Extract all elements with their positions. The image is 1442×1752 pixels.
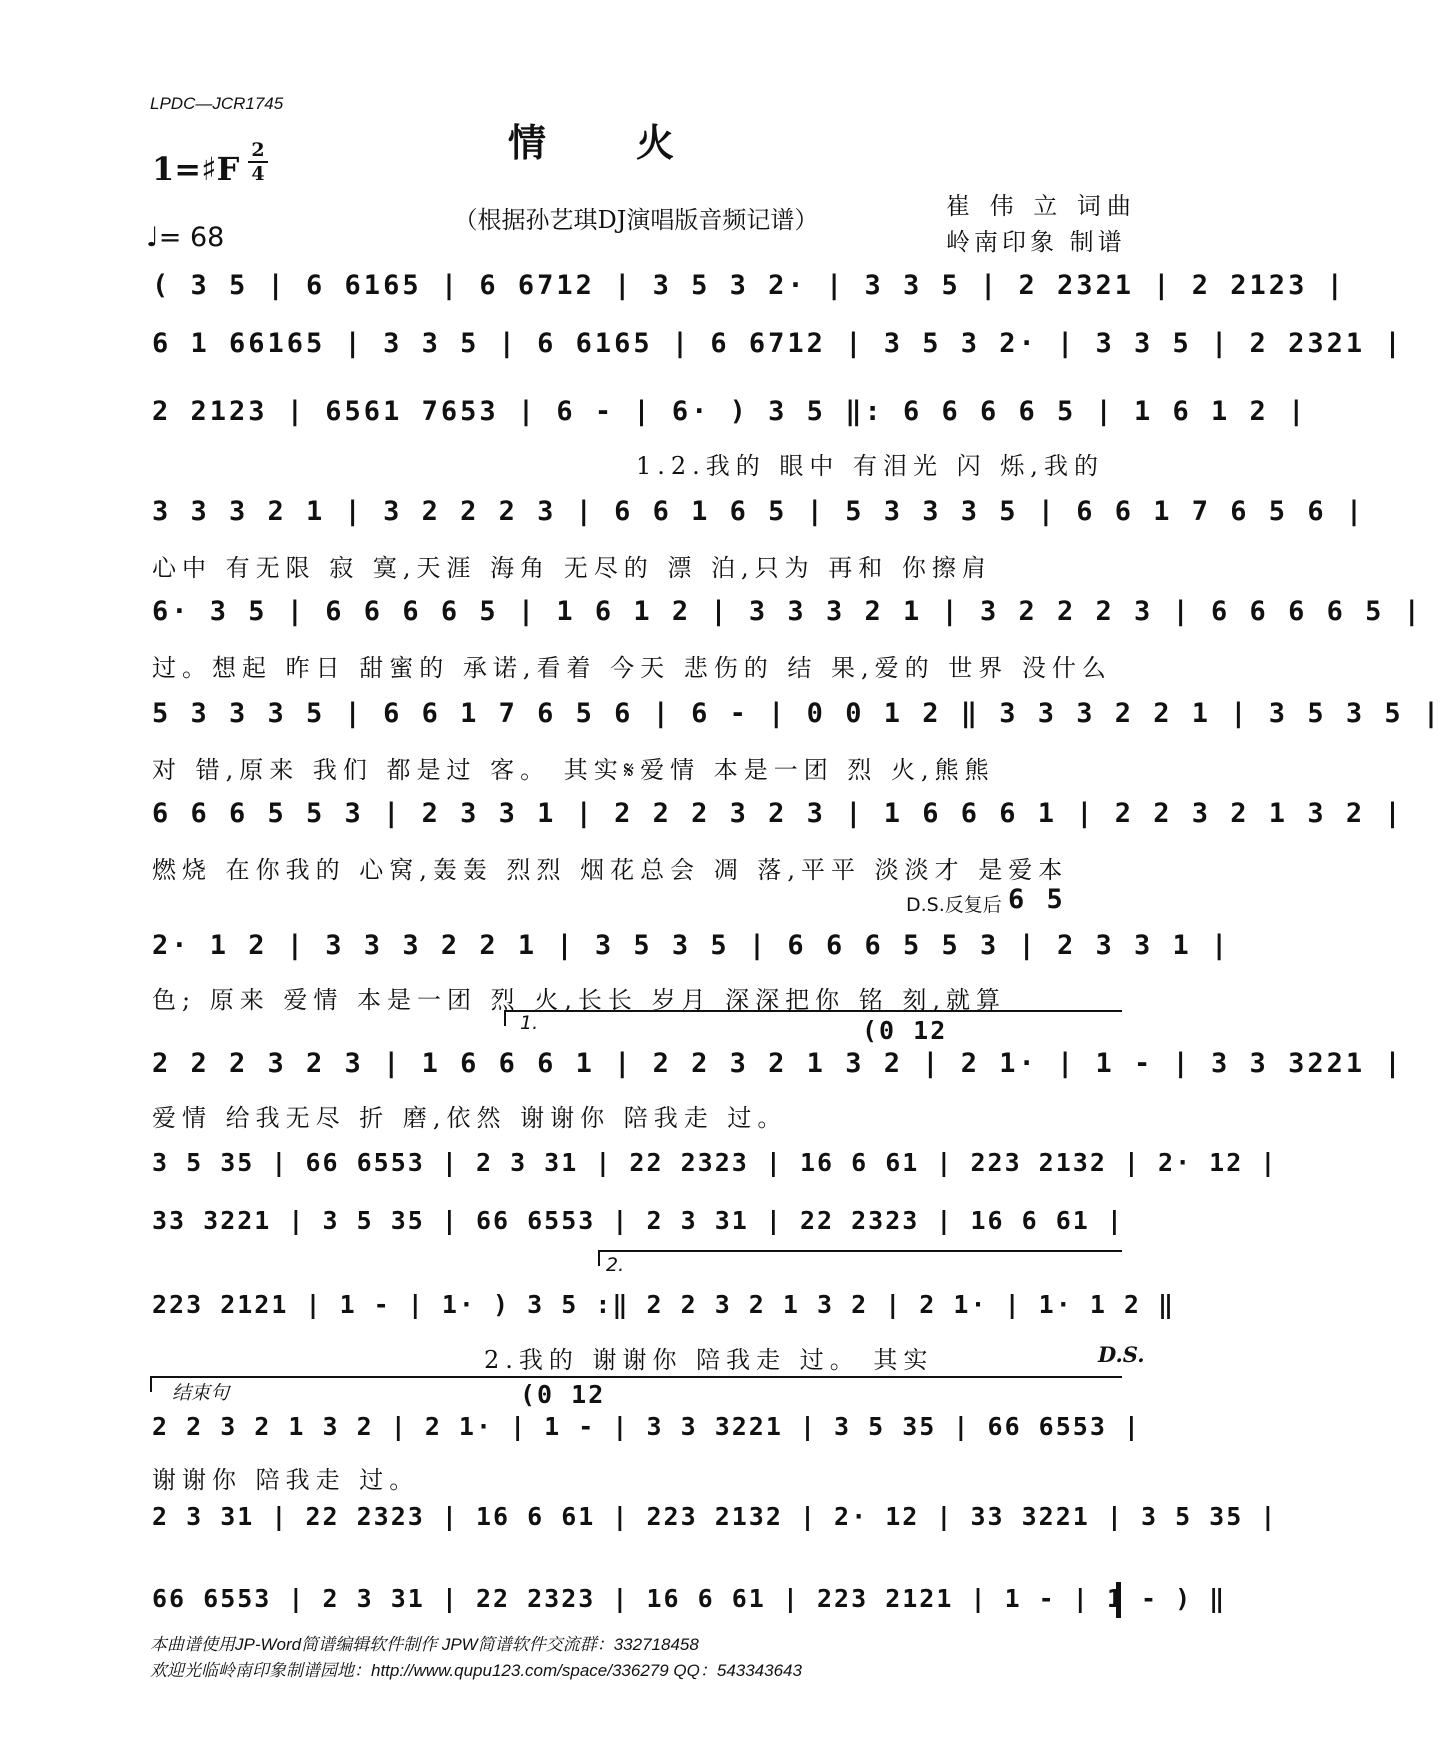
lyric-line: 对 错,原来 我们 都是过 客。 其实𝄋爱情 本是一团 烈 火,熊熊 (152, 756, 995, 784)
key-signature: 1=♯F (152, 150, 240, 188)
ds-note: D.S.反复后 (906, 894, 1002, 916)
notation-row: 2 2123 | 6561 7653 | 6 - | 6· ) 3 5 ‖: 6 6 6 6 5 | 1 6 1 2 | (152, 396, 1308, 427)
ending-bracket (150, 1376, 1122, 1392)
notation-row: 6 1 66165 | 3 3 5 | 6 6165 | 6 6712 | 3 5 3 2· | 3 3 5 | 2 2321 | (152, 328, 1404, 359)
footer-line-1: 本曲谱使用JP-Word简谱编辑软件制作 JPW简谱软件交流群：332718458 (150, 1635, 699, 1654)
footer-line-2: 欢迎光临岭南印象制谱园地：http://www.qupu123.com/space/336279 QQ：543343643 (150, 1661, 802, 1680)
subtitle: （根据孙艺琪DJ演唱版音频记谱） (453, 206, 819, 234)
lyric-line: 谢谢你 陪我走 过。 (152, 1466, 420, 1494)
notation-row: 2 3 31 | 22 2323 | 16 6 61 | 223 2132 | 2· 12 | 33 3221 | 3 5 35 | (152, 1502, 1278, 1531)
song-title: 情火 (507, 120, 764, 165)
volta-2-label: 2. (606, 1254, 625, 1276)
notation-row: 2 2 3 2 1 3 2 | 2 1· | 1 - | 3 3 3221 | 3 5 35 | 66 6553 | (152, 1412, 1141, 1441)
notation-row: 6 6 6 5 5 3 | 2 3 3 1 | 2 2 2 3 2 3 | 1 6 6 6 1 | 2 2 3 2 1 3 2 | (152, 798, 1404, 829)
score-code: LPDC—JCR1745 (150, 94, 284, 113)
lyric-line: 1.2.我的 眼中 有泪光 闪 烁,我的 (636, 452, 1104, 480)
notation-row: 2· 1 2 | 3 3 3 2 2 1 | 3 5 3 5 | 6 6 6 5 5 3 | 2 3 3 1 | (152, 930, 1231, 961)
credit-arranger: 岭南印象 制谱 (946, 228, 1126, 256)
notation-row: 2 2 2 3 2 3 | 1 6 6 6 1 | 2 2 3 2 1 3 2 | 2 1· | 1 - | 3 3 3221 | (152, 1048, 1404, 1079)
final-barline (1116, 1582, 1121, 1618)
meter-top: 2 (251, 139, 265, 161)
volta-2-bracket (598, 1250, 1122, 1266)
lyric-line: 过。想起 昨日 甜蜜的 承诺,看着 今天 悲伤的 结 果,爱的 世界 没什么 (152, 654, 1112, 682)
notation-row: 3 3 3 2 1 | 3 2 2 2 3 | 6 6 1 6 5 | 5 3 3 3 5 | 6 6 1 7 6 5 6 | (152, 496, 1366, 527)
notation-row: 66 6553 | 2 3 31 | 22 2323 | 16 6 61 | 223 2121 | 1 - | 1 - ) ‖ (152, 1584, 1227, 1613)
time-signature (248, 140, 268, 184)
lyric-line: 心中 有无限 寂 寞,天涯 海角 无尽的 漂 泊,只为 再和 你擦肩 (152, 554, 992, 582)
volta-1-label: 1. (520, 1012, 539, 1034)
tempo-marking: ♩= 68 (146, 222, 225, 253)
notation-row: 5 3 3 3 5 | 6 6 1 7 6 5 6 | 6 - | 0 0 1 2 ‖ 3 3 3 2 2 1 | 3 5 3 5 | (152, 698, 1442, 729)
ending-label: 结束句 (172, 1382, 230, 1404)
credit-lyrics-music: 崔 伟 立 词曲 (946, 192, 1137, 220)
notation-row: 33 3221 | 3 5 35 | 66 6553 | 2 3 31 | 22 2323 | 16 6 61 | (152, 1206, 1124, 1235)
lyric-line: 爱情 给我无尽 折 磨,依然 谢谢你 陪我走 过。 (152, 1104, 788, 1132)
notation-row: ( 3 5 | 6 6165 | 6 6712 | 3 5 3 2· | 3 3 5 | 2 2321 | 2 2123 | (152, 270, 1346, 301)
notation-row: 223 2121 | 1 - | 1· ) 3 5 :‖ 2 2 3 2 1 3 2 | 2 1· | 1· 1 2 ‖ (152, 1290, 1176, 1319)
volta-1-bracket (504, 1010, 1122, 1026)
pickup-notes: (0 12 (520, 1380, 606, 1409)
ds-mark: D.S. (1098, 1342, 1145, 1367)
pickup-notes: (0 12 (862, 1016, 948, 1045)
lyric-line: 色; 原来 爱情 本是一团 烈 火,长长 岁月 深深把你 铭 刻,就算 (152, 986, 1007, 1014)
lyric-line: 2.我的 谢谢你 陪我走 过。 其实 (484, 1346, 934, 1374)
notation-row: 3 5 35 | 66 6553 | 2 3 31 | 22 2323 | 16 6 61 | 223 2132 | 2· 12 | (152, 1148, 1278, 1177)
ds-alt-notes: 6 5 (1008, 884, 1066, 915)
lyric-line: 燃烧 在你我的 心窝,轰轰 烈烈 烟花总会 凋 落,平平 淡淡才 是爱本 (152, 856, 1069, 884)
notation-row: 6· 3 5 | 6 6 6 6 5 | 1 6 1 2 | 3 3 3 2 1 | 3 2 2 2 3 | 6 6 6 6 5 | (152, 596, 1423, 627)
meter-bottom: 4 (251, 163, 265, 185)
